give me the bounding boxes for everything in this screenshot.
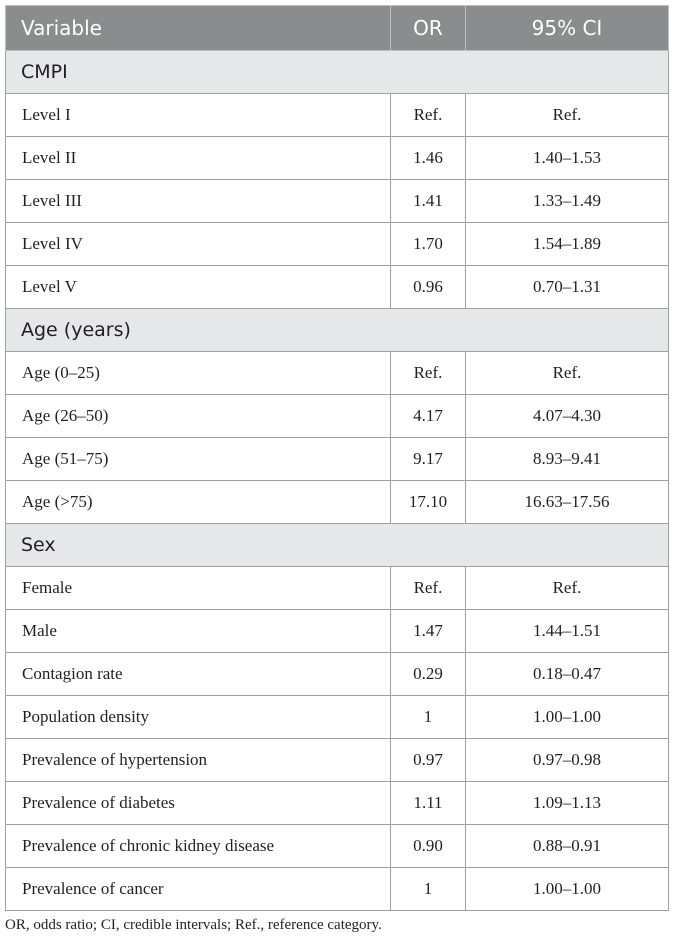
table-row: [6, 825, 669, 868]
table-row: [6, 868, 669, 911]
table-row: [6, 137, 669, 180]
cell-or: 0.97: [391, 739, 466, 782]
cell-variable: Age (26–50): [6, 395, 391, 438]
cell-variable: Population density: [6, 696, 391, 739]
cell-ci: 0.88–0.91: [466, 825, 669, 868]
cell-variable: Male: [6, 610, 391, 653]
cell-or: Ref.: [391, 352, 466, 395]
cell-variable: Level II: [6, 137, 391, 180]
cell-ci: Ref.: [466, 567, 669, 610]
section-title: CMPI: [6, 51, 669, 94]
table-row: [6, 352, 669, 395]
table-row: [6, 180, 669, 223]
table-row: [6, 653, 669, 696]
cell-ci: 8.93–9.41: [466, 438, 669, 481]
cell-variable: Female: [6, 567, 391, 610]
cell-ci: 1.44–1.51: [466, 610, 669, 653]
table-row: [6, 567, 669, 610]
cell-ci: 0.18–0.47: [466, 653, 669, 696]
cell-or: 0.29: [391, 653, 466, 696]
cell-variable: Age (>75): [6, 481, 391, 524]
column-header-ci: 95% CI: [466, 6, 669, 51]
cell-variable: Age (51–75): [6, 438, 391, 481]
cell-or: 0.96: [391, 266, 466, 309]
cell-ci: 0.70–1.31: [466, 266, 669, 309]
cell-ci: 1.00–1.00: [466, 868, 669, 911]
cell-or: 4.17: [391, 395, 466, 438]
cell-variable: Contagion rate: [6, 653, 391, 696]
column-header-variable: Variable: [6, 6, 391, 51]
section-title: Sex: [6, 524, 669, 567]
cell-variable: Prevalence of diabetes: [6, 782, 391, 825]
cell-variable: Level V: [6, 266, 391, 309]
cell-variable: Age (0–25): [6, 352, 391, 395]
table-row: [6, 395, 669, 438]
section-row: [6, 309, 669, 352]
table-row: [6, 266, 669, 309]
table-footnote: OR, odds ratio; CI, credible intervals; Ref., reference category.: [5, 917, 382, 933]
cell-ci: 1.40–1.53: [466, 137, 669, 180]
cell-or: 17.10: [391, 481, 466, 524]
cell-or: 1.41: [391, 180, 466, 223]
cell-variable: Level IV: [6, 223, 391, 266]
cell-or: Ref.: [391, 567, 466, 610]
table-row: [6, 438, 669, 481]
table-row: [6, 610, 669, 653]
cell-ci: 4.07–4.30: [466, 395, 669, 438]
cell-ci: Ref.: [466, 94, 669, 137]
cell-ci: 1.54–1.89: [466, 223, 669, 266]
cell-or: 9.17: [391, 438, 466, 481]
table-header-row: [6, 6, 669, 51]
section-row: [6, 524, 669, 567]
cell-variable: Prevalence of cancer: [6, 868, 391, 911]
cell-variable: Level I: [6, 94, 391, 137]
cell-ci: 1.33–1.49: [466, 180, 669, 223]
cell-variable: Prevalence of hypertension: [6, 739, 391, 782]
cell-ci: 16.63–17.56: [466, 481, 669, 524]
results-table: [5, 5, 669, 911]
cell-ci: 1.00–1.00: [466, 696, 669, 739]
table-row: [6, 739, 669, 782]
cell-or: 1: [391, 868, 466, 911]
cell-or: 1.46: [391, 137, 466, 180]
table-body: [6, 51, 669, 911]
cell-variable: Prevalence of chronic kidney disease: [6, 825, 391, 868]
column-header-or: OR: [391, 6, 466, 51]
table-row: [6, 696, 669, 739]
section-title: Age (years): [6, 309, 669, 352]
table-row: [6, 481, 669, 524]
table-row: [6, 94, 669, 137]
cell-ci: 0.97–0.98: [466, 739, 669, 782]
results-table-container: [5, 5, 668, 911]
cell-or: 1.47: [391, 610, 466, 653]
cell-variable: Level III: [6, 180, 391, 223]
cell-or: 1: [391, 696, 466, 739]
cell-or: Ref.: [391, 94, 466, 137]
cell-or: 1.11: [391, 782, 466, 825]
cell-or: 0.90: [391, 825, 466, 868]
table-row: [6, 223, 669, 266]
section-row: [6, 51, 669, 94]
cell-ci: Ref.: [466, 352, 669, 395]
cell-or: 1.70: [391, 223, 466, 266]
table-row: [6, 782, 669, 825]
cell-ci: 1.09–1.13: [466, 782, 669, 825]
